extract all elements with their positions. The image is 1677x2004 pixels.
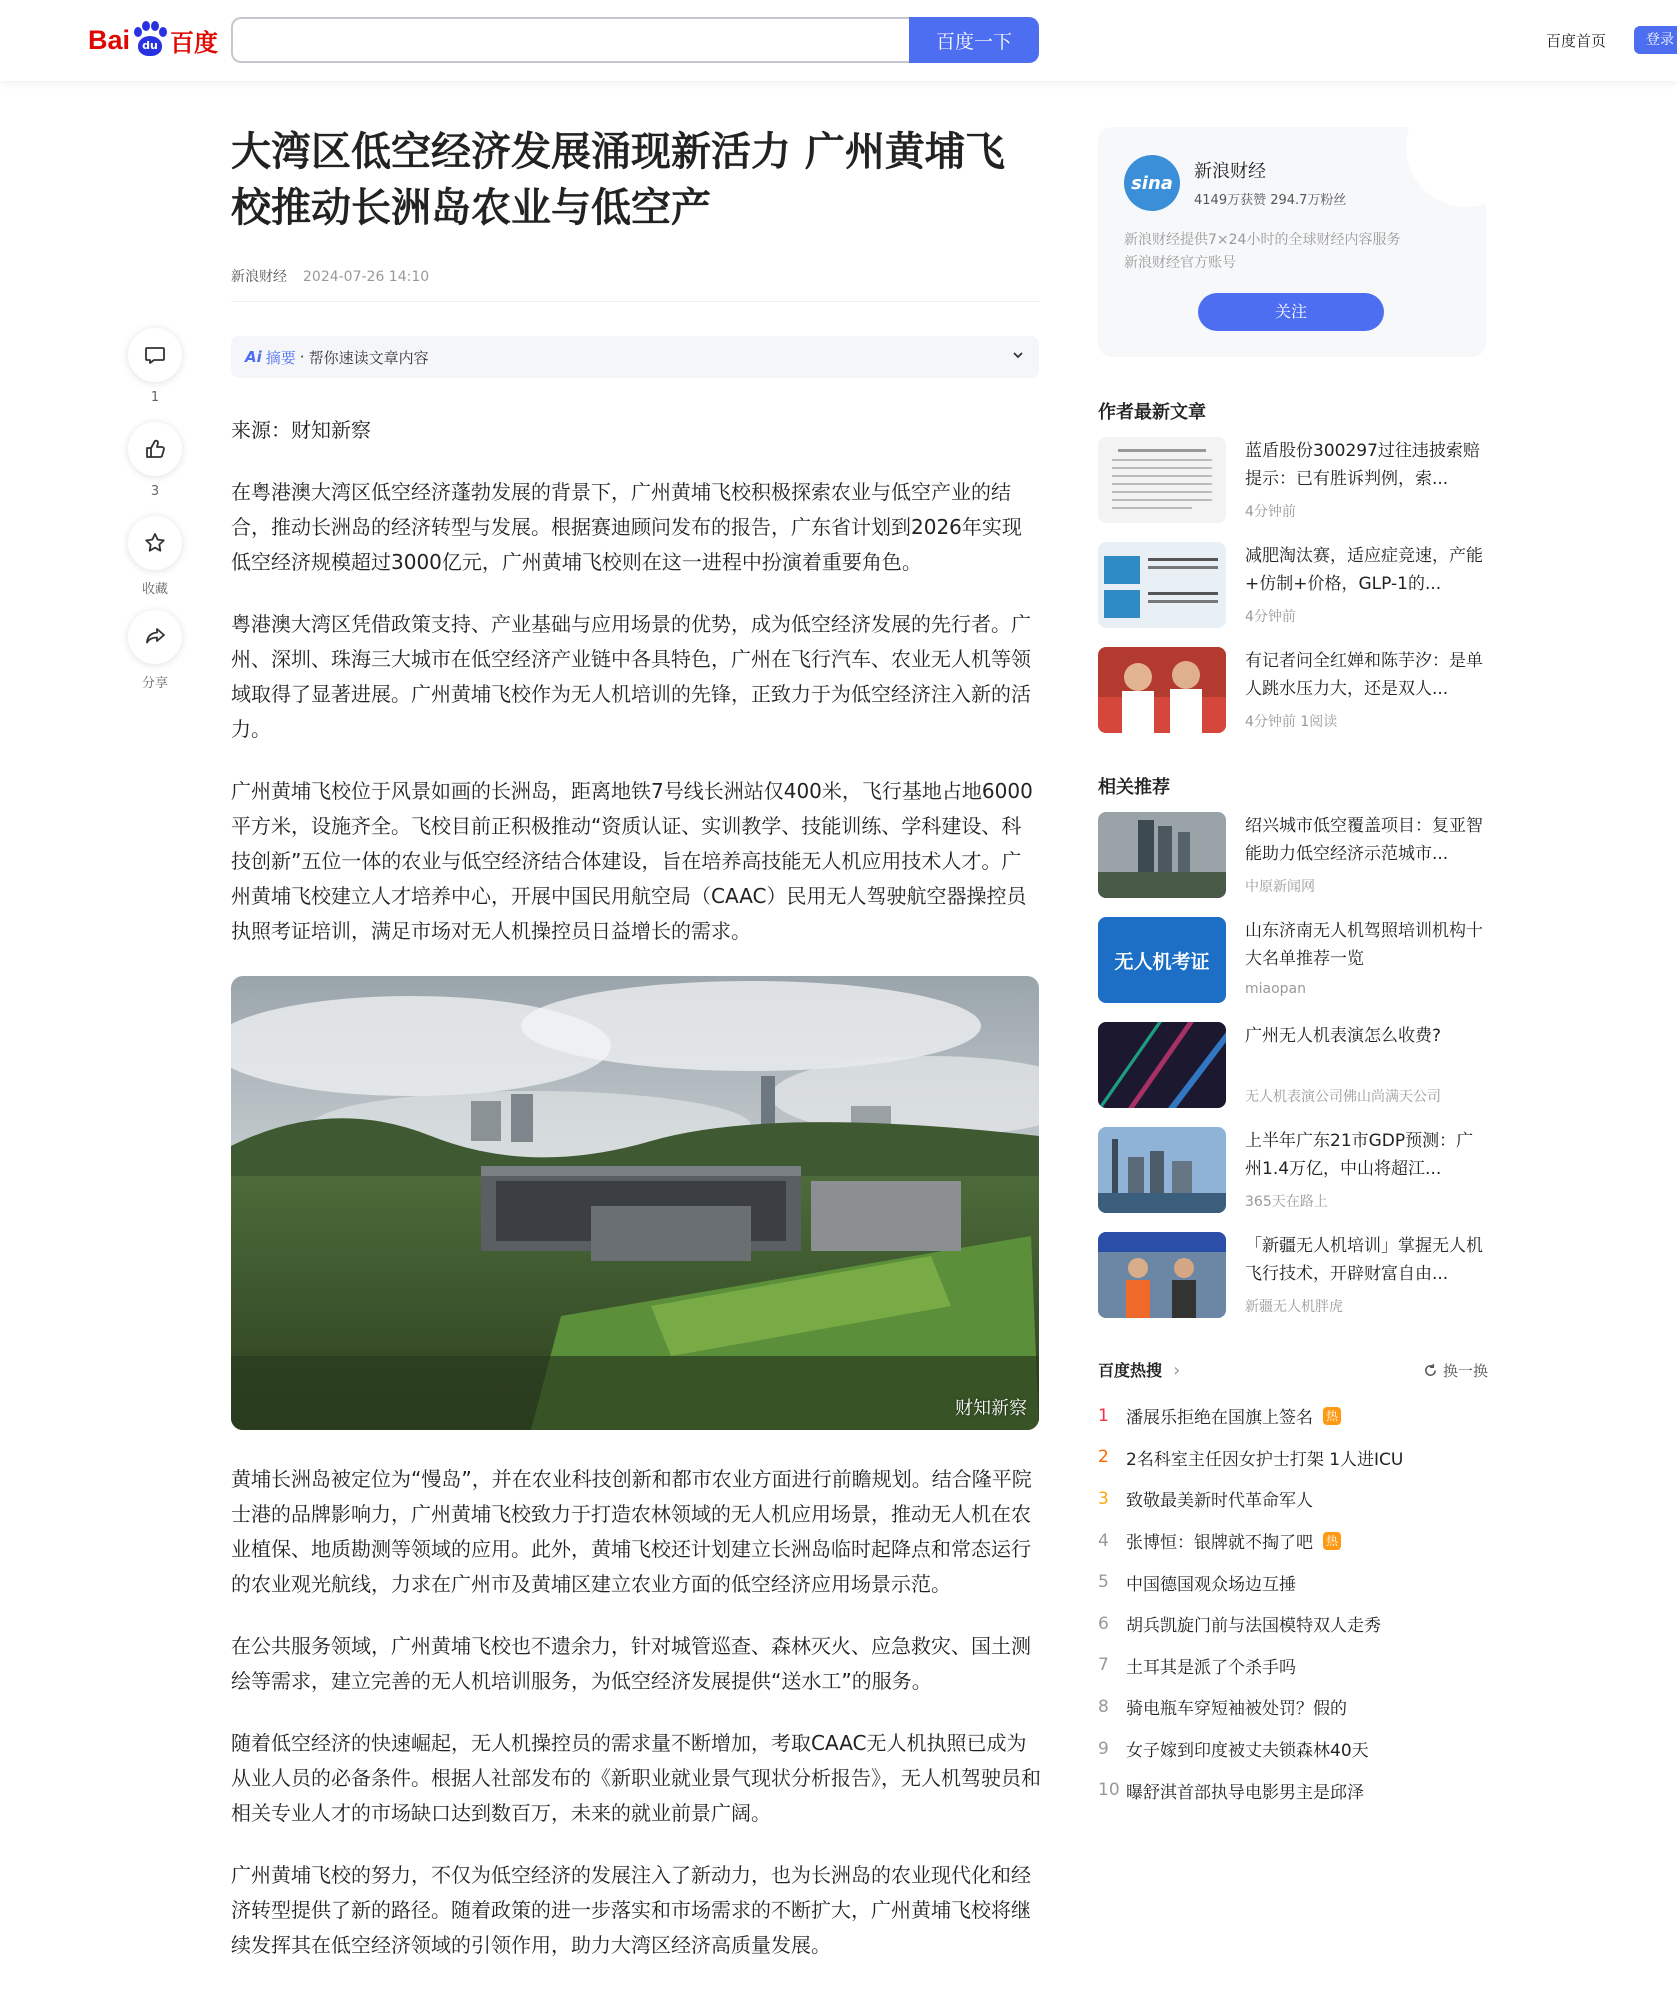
author-card xyxy=(1098,127,1486,357)
thumbs-up-icon[interactable] xyxy=(128,422,182,476)
like-tool[interactable] xyxy=(127,422,183,499)
logo-du: du xyxy=(142,39,158,52)
hot-text[interactable]: 张博恒：银牌就不掏了吧 xyxy=(1126,1533,1313,1554)
hot-rank: 8 xyxy=(1098,1696,1109,1717)
hot-search-title[interactable]: 百度热搜 xyxy=(1098,1361,1163,1380)
rec-sub: 4分钟前 xyxy=(1245,504,1296,520)
article-time: 2024-07-26 14:10 xyxy=(303,269,430,285)
logo-latin: Bai xyxy=(88,24,131,55)
latest-articles-title: 作者最新文章 xyxy=(1098,402,1206,423)
article-thumbnail[interactable] xyxy=(1098,1232,1226,1318)
follow-button[interactable]: 关注 xyxy=(1198,293,1384,331)
hot-item[interactable] xyxy=(1098,1437,1488,1479)
article-paragraph: 广州黄埔飞校的努力，不仅为低空经济的发展注入了新动力，也为长洲岛的农业现代化和经济转型提供了新的路径。随着政策的进一步落实和市场需求的不断扩大，广州黄埔飞校将继续发挥其在低空经济领域的引领作用，助力大湾区经济高质量发展。 xyxy=(231,1863,1031,1957)
article-meta xyxy=(231,266,429,286)
hot-text[interactable]: 中国德国观众场边互捶 xyxy=(1126,1574,1296,1595)
ai-icon: Ai xyxy=(245,348,262,366)
hot-rank: 9 xyxy=(1098,1738,1109,1759)
hot-item[interactable] xyxy=(1098,1645,1488,1687)
article-thumbnail[interactable] xyxy=(1098,647,1226,733)
share-icon[interactable] xyxy=(128,610,182,664)
article-thumbnail[interactable] xyxy=(1098,437,1226,523)
hot-badge: 热 xyxy=(1323,1532,1341,1550)
article-origin: 来源：财知新察 xyxy=(231,418,371,442)
collect-tool[interactable] xyxy=(127,516,183,597)
share-label: 分享 xyxy=(141,676,168,691)
rec-title[interactable]: 减肥淘汰赛，适应症竞速，产能+仿制+价格，GLP-1的... xyxy=(1245,546,1483,594)
article-source[interactable]: 新浪财经 xyxy=(231,269,287,285)
list-item[interactable] xyxy=(1098,1127,1488,1215)
rec-title[interactable]: 绍兴城市低空覆盖项目：复亚智能助力低空经济示范城市... xyxy=(1245,816,1483,864)
photo-watermark: 财知新察 xyxy=(955,1398,1027,1419)
hot-item[interactable] xyxy=(1098,1520,1488,1562)
avatar[interactable]: sina xyxy=(1124,155,1180,211)
hot-item[interactable] xyxy=(1098,1395,1488,1437)
article-thumbnail[interactable] xyxy=(1098,1127,1226,1213)
baidu-logo[interactable] xyxy=(88,20,218,60)
rec-sub: 4分钟前 xyxy=(1245,609,1296,625)
rec-title[interactable]: 上半年广东21市GDP预测：广州1.4万亿，中山将超江... xyxy=(1245,1131,1474,1179)
hot-rank: 7 xyxy=(1098,1655,1109,1676)
related-title: 相关推荐 xyxy=(1098,777,1170,798)
article-title: 大湾区低空经济发展涌现新活力 广州黄埔飞校推动长洲岛农业与低空产 xyxy=(231,129,1005,231)
hot-text[interactable]: 骑电瓶车穿短袖被处罚？假的 xyxy=(1126,1699,1347,1720)
article-thumbnail[interactable] xyxy=(1098,917,1226,1003)
summary-desc: 帮你速读文章内容 xyxy=(308,348,429,367)
card-decoration xyxy=(1406,127,1486,207)
article-thumbnail[interactable] xyxy=(1098,812,1226,898)
hot-text[interactable]: 女子嫁到印度被丈夫锁森林40天 xyxy=(1126,1741,1369,1762)
list-item[interactable] xyxy=(1098,542,1488,630)
refresh-button[interactable] xyxy=(1423,1360,1488,1381)
hot-text[interactable]: 2名科室主任因女护士打架 1人进ICU xyxy=(1126,1449,1404,1470)
hot-rank: 5 xyxy=(1098,1572,1109,1593)
hot-rank: 4 xyxy=(1098,1530,1109,1551)
list-item[interactable] xyxy=(1098,917,1488,1005)
rec-sub: 无人机表演公司佛山尚满天公司 xyxy=(1245,1089,1441,1105)
star-icon[interactable] xyxy=(128,516,182,570)
hot-rank: 1 xyxy=(1098,1405,1109,1426)
rec-title[interactable]: 蓝盾股份300297过往违披索赔提示：已有胜诉判例，索... xyxy=(1245,441,1480,489)
list-item[interactable] xyxy=(1098,812,1488,900)
hot-text[interactable]: 致敬最美新时代革命军人 xyxy=(1126,1491,1313,1512)
collect-label: 收藏 xyxy=(141,582,168,597)
author-name[interactable]: 新浪财经 xyxy=(1194,161,1266,182)
hot-text[interactable]: 土耳其是派了个杀手吗 xyxy=(1126,1657,1296,1678)
rec-title[interactable]: 有记者问全红婵和陈芋汐：是单人跳水压力大，还是双人... xyxy=(1245,651,1483,699)
home-link[interactable]: 百度首页 xyxy=(1546,32,1607,50)
hot-item[interactable] xyxy=(1098,1603,1488,1645)
article-paragraph: 在粤港澳大湾区低空经济蓬勃发展的背景下，广州黄埔飞校积极探索农业与低空产业的结合，推动长洲岛的经济转型与发展。根据赛迪顾问发布的报告，广东省计划到2026年实现低空经济规模超过3000亿元，广州黄埔飞校则在这一进程中扮演着重要角色。 xyxy=(231,480,1022,574)
article-photo[interactable] xyxy=(231,976,1039,1430)
login-button[interactable]: 登录 xyxy=(1634,26,1677,54)
author-stats: 4149万获赞 294.7万粉丝 xyxy=(1194,193,1347,208)
list-item[interactable] xyxy=(1098,647,1488,735)
divider xyxy=(231,301,1039,302)
list-item[interactable] xyxy=(1098,1232,1488,1320)
hot-rank: 3 xyxy=(1098,1488,1109,1509)
hot-item[interactable] xyxy=(1098,1561,1488,1603)
thumb-caption: 无人机考证 xyxy=(1114,950,1210,973)
hot-rank: 10 xyxy=(1098,1780,1120,1801)
rec-title[interactable]: 山东济南无人机驾照培训机构十大名单推荐一览 xyxy=(1245,921,1483,969)
article-paragraph: 在公共服务领域，广州黄埔飞校也不遗余力，针对城管巡查、森林灭火、应急救灾、国土测绘等需求，建立完善的无人机培训服务，为低空经济发展提供“送水工”的服务。 xyxy=(231,1634,1031,1693)
author-desc-line: 新浪财经提供7×24小时的全球财经内容服务 xyxy=(1124,232,1401,248)
rec-title[interactable]: 广州无人机表演怎么收费? xyxy=(1245,1026,1442,1046)
summary-label: 摘要 xyxy=(265,348,296,367)
chevron-right-icon[interactable]: › xyxy=(1173,1360,1181,1381)
share-tool[interactable] xyxy=(127,610,183,691)
hot-text[interactable]: 潘展乐拒绝在国旗上签名 xyxy=(1126,1408,1313,1429)
hot-rank: 2 xyxy=(1098,1447,1109,1468)
list-item[interactable] xyxy=(1098,437,1488,525)
hot-item[interactable] xyxy=(1098,1478,1488,1520)
chevron-down-icon[interactable] xyxy=(1011,348,1025,366)
article-paragraph: 黄埔长洲岛被定位为“慢岛”，并在农业科技创新和都市农业方面进行前瞻规划。结合隆平院士港的品牌影响力，广州黄埔飞校致力于打造农林领域的无人机应用场景，推动无人机在农业植保、地质勘测等领域的应用。此外，黄埔飞校还计划建立长洲岛临时起降点和常态运行的农业观光航线，力求在广州市及黄埔区建立农业方面的低空经济应用场景示范。 xyxy=(231,1467,1032,1596)
author-desc xyxy=(1124,229,1464,275)
hot-text[interactable]: 胡兵凯旋门前与法国模特双人走秀 xyxy=(1126,1616,1381,1637)
rec-sub: 新疆无人机胖虎 xyxy=(1245,1299,1343,1315)
search-input[interactable] xyxy=(231,17,911,63)
hot-item[interactable] xyxy=(1098,1769,1488,1811)
rec-sub: 365天在路上 xyxy=(1245,1194,1328,1210)
hot-rank: 6 xyxy=(1098,1613,1109,1634)
article-paragraph: 广州黄埔飞校位于风景如画的长洲岛，距离地铁7号线长洲站仅400米，飞行基地占地6000平方米，设施齐全。飞校目前正积极推动“资质认证、实训教学、技能训练、学科建设、科技创新”五位一体的农业与低空经济结合体建设，旨在培养高技能无人机应用技术人才。广州黄埔飞校建立人才培养中心，开展中国民用航空局（CAAC）民用无人驾驶航空器操控员执照考证培训，满足市场对无人机操控员日益增长的需求。 xyxy=(231,779,1033,943)
comment-icon[interactable] xyxy=(128,328,182,382)
hot-text[interactable]: 曝舒淇首部执导电影男主是邱泽 xyxy=(1126,1782,1364,1803)
top-header xyxy=(0,0,1677,81)
ai-summary-bar[interactable] xyxy=(231,336,1039,378)
article-paragraph: 随着低空经济的快速崛起，无人机操控员的需求量不断增加，考取CAAC无人机执照已成为从业人员的必备条件。根据人社部发布的《新职业就业景气现状分析报告》，无人机驾驶员和相关专业人才的市场缺口达到数百万，未来的就业前景广阔。 xyxy=(231,1731,1041,1825)
hot-search-list xyxy=(1098,1395,1488,1811)
article-thumbnail[interactable] xyxy=(1098,1022,1226,1108)
rec-sub: 中原新闻网 xyxy=(1245,879,1315,895)
aerial-campus-image xyxy=(231,976,1039,1430)
article-paragraph: 粤港澳大湾区凭借政策支持、产业基础与应用场景的优势，成为低空经济发展的先行者。广州、深圳、珠海三大城市在低空经济产业链中各具特色，广州在飞行汽车、农业无人机等领域取得了显著进展。广州黄埔飞校作为无人机培训的先锋，正致力于为低空经济注入新的活力。 xyxy=(231,612,1031,741)
refresh-icon xyxy=(1423,1363,1438,1378)
comment-tool[interactable] xyxy=(127,328,183,405)
author-desc-line: 新浪财经官方账号 xyxy=(1124,255,1236,271)
summary-dot: · xyxy=(299,348,305,366)
like-count: 3 xyxy=(150,484,160,499)
refresh-label: 换一换 xyxy=(1442,1362,1488,1380)
rec-sub: 4分钟前 1阅读 xyxy=(1245,714,1338,730)
hot-item[interactable] xyxy=(1098,1728,1488,1770)
list-item[interactable] xyxy=(1098,1022,1488,1110)
rec-sub: miaopan xyxy=(1245,981,1307,997)
hot-search-header xyxy=(1098,1358,1488,1382)
hot-badge: 热 xyxy=(1323,1407,1341,1425)
comment-count: 1 xyxy=(150,390,160,405)
article-thumbnail[interactable] xyxy=(1098,542,1226,628)
search-button[interactable]: 百度一下 xyxy=(909,17,1039,63)
article-body xyxy=(231,413,1041,1990)
paw-icon xyxy=(132,21,168,59)
rec-title[interactable]: 「新疆无人机培训」掌握无人机飞行技术，开辟财富自由... xyxy=(1245,1236,1483,1284)
hot-item[interactable] xyxy=(1098,1686,1488,1728)
logo-cn: 百度 xyxy=(170,28,219,57)
